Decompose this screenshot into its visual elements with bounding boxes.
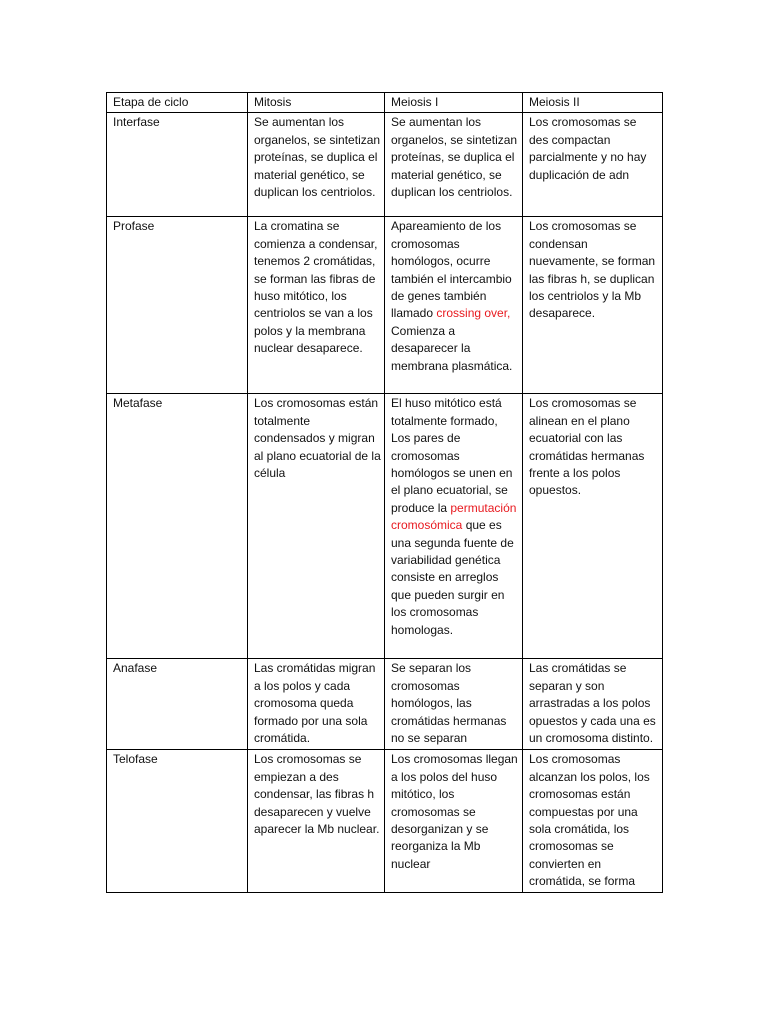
stage-cell: Metafase	[107, 394, 248, 659]
meiosis-1-text: que es una segunda fuente de variabilidad genética consiste en arreglos que pueden surgir en los cromosomas homologas.	[391, 518, 514, 637]
meiosis-2-cell: Las cromátidas se separan y son arrastradas a los polos opuestos y cada una es un cromosoma distinto.	[523, 659, 663, 750]
meiosis-1-cell: Se aumentan los organelos, se sintetizan proteínas, se duplica el material genético, se duplican los centriolos.	[385, 113, 523, 217]
table-body	[107, 113, 663, 892]
stage-cell: Profase	[107, 217, 248, 394]
table-header	[107, 93, 663, 113]
header-mitosis: Mitosis	[248, 93, 385, 113]
mitosis-cell: Los cromosomas se empiezan a des condensar, las fibras h desaparecen y vuelve aparecer la Mb nuclear.	[248, 750, 385, 892]
header-row	[107, 93, 663, 113]
header-meiosis-1: Meiosis I	[385, 93, 523, 113]
highlighted-term: crossing over,	[436, 306, 511, 321]
meiosis-1-text: El huso mitótico está totalmente formado, Los pares de cromosomas homólogos se unen en el plano ecuatorial, se produce la	[391, 396, 513, 515]
meiosis-2-cell: Los cromosomas se des compactan parcialmente y no hay duplicación de adn	[523, 113, 663, 217]
cell-cycle-table	[106, 92, 663, 893]
mitosis-cell: Las cromátidas migran a los polos y cada cromosoma queda formado por una sola cromátida.	[248, 659, 385, 750]
meiosis-1-text: Comienza a desaparecer la membrana plasmática.	[391, 323, 513, 373]
mitosis-cell: Los cromosomas están totalmente condensados y migran al plano ecuatorial de la célula	[248, 394, 385, 659]
meiosis-2-cell: Los cromosomas se condensan nuevamente, se forman las fibras h, se duplican los centriolos y la Mb desaparece.	[523, 217, 663, 394]
row-metafase	[107, 394, 663, 659]
highlighted-term: permutación cromosómica	[391, 500, 517, 533]
meiosis-1-cell	[385, 394, 523, 659]
stage-cell: Anafase	[107, 659, 248, 750]
meiosis-2-cell: Los cromosomas se alinean en el plano ecuatorial con las cromátidas hermanas frente a los polos opuestos.	[523, 394, 663, 659]
meiosis-1-cell: Los cromosomas llegan a los polos del huso mitótico, los cromosomas se desorganizan y se reorganiza la Mb nuclear	[385, 750, 523, 892]
meiosis-1-cell: Se separan los cromosomas homólogos, las cromátidas hermanas no se separan	[385, 659, 523, 750]
stage-cell: Telofase	[107, 750, 248, 892]
row-anafase	[107, 659, 663, 750]
meiosis-1-text: Apareamiento de los cromosomas homólogos, ocurre también el intercambio de genes también llamado	[391, 219, 512, 321]
stage-cell: Interfase	[107, 113, 248, 217]
mitosis-cell: Se aumentan los organelos, se sintetizan proteínas, se duplica el material genético, se duplican los centriolos.	[248, 113, 385, 217]
meiosis-2-cell: Los cromosomas alcanzan los polos, los cromosomas están compuestas por una sola cromátida, los cromosomas se convierten en cromátida, se forma	[523, 750, 663, 892]
header-meiosis-2: Meiosis II	[523, 93, 663, 113]
row-interfase	[107, 113, 663, 217]
header-stage: Etapa de ciclo	[107, 93, 248, 113]
row-telofase	[107, 750, 663, 892]
mitosis-cell: La cromatina se comienza a condensar, tenemos 2 cromátidas, se forman las fibras de huso mitótico, los centriolos se van a los polos y la membrana nuclear desaparece.	[248, 217, 385, 394]
row-profase	[107, 217, 663, 394]
meiosis-1-cell	[385, 217, 523, 394]
